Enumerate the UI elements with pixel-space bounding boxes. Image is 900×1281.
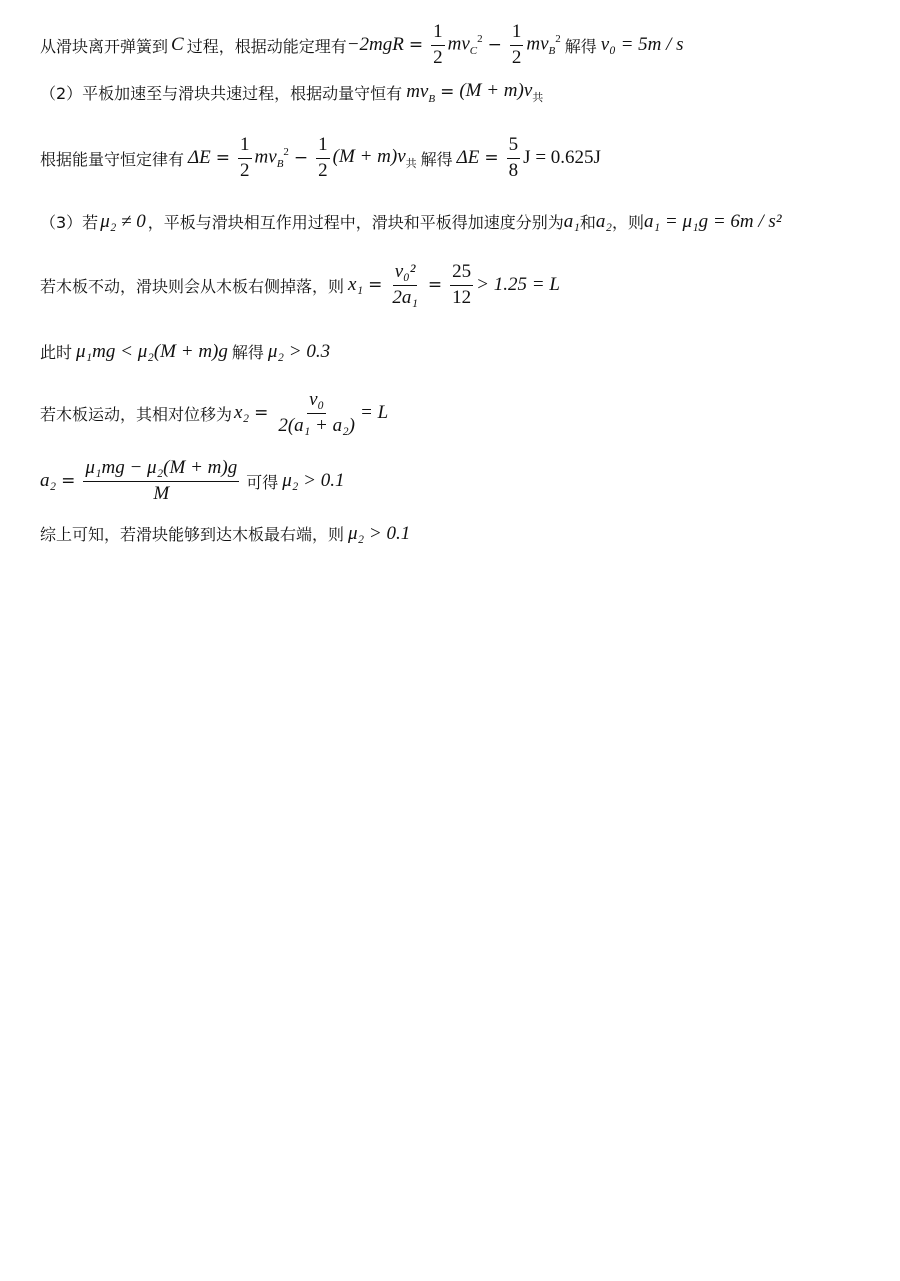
- line5-lhs: x₁: [348, 274, 364, 296]
- line1-frac-a-num: 1: [431, 22, 445, 46]
- solution-line-9: [40, 522, 410, 545]
- line1-term1-sub: C: [469, 45, 478, 58]
- line2-lhs-sub: B: [428, 92, 436, 105]
- line1-term1-text: mv: [447, 33, 470, 55]
- line4-cond: μ₂ ≠ 0: [100, 210, 146, 232]
- line7-frac-num: v₀: [307, 390, 326, 414]
- line8-result: μ₂ > 0.1: [282, 470, 345, 492]
- line1-mid: 过程，根据动能定理有: [186, 36, 347, 56]
- line3-frac-a-den: 2: [240, 159, 250, 181]
- line7-frac-den: 2(a₁ + a₂): [278, 414, 355, 436]
- line3-prefix: 根据能量守恒定律有: [40, 149, 185, 169]
- line3-term1-sup: 2: [283, 146, 289, 159]
- line4-and: 和: [579, 213, 596, 232]
- line5-fraction-v0: [390, 262, 420, 309]
- line6-expr: μ₁mg < μ₂(M + m)g: [76, 340, 228, 362]
- line1-result-label: 解得: [564, 36, 597, 56]
- line2-rhs-text: (M + m)v: [459, 80, 533, 101]
- line3-frac-num: 5: [507, 135, 521, 159]
- line9-result: μ₂ > 0.1: [348, 522, 411, 544]
- line7-rest: = L: [360, 402, 389, 424]
- line3-result-lhs: ΔE: [456, 147, 480, 169]
- line3-lhs: ΔE: [188, 147, 211, 169]
- line3-fraction-half-a: [238, 135, 252, 182]
- line8-lhs: a₂: [40, 470, 57, 492]
- line3-term1: [255, 146, 289, 170]
- solution-line-6: [40, 340, 330, 363]
- line3-term2: [333, 146, 417, 171]
- line1-frac-a-den: 2: [433, 46, 443, 68]
- line1-term2-text: mv: [526, 33, 549, 55]
- line2-rhs: [459, 80, 543, 105]
- line5-prefix: 若木板不动，滑块则会从木板右侧掉落，则: [40, 276, 345, 296]
- line4-prefix: （3）若: [40, 213, 99, 232]
- line5-frac-den: 2a₁: [392, 286, 418, 308]
- line2-prefix: （2）平板加速至与滑块共速过程，根据动量守恒有: [40, 83, 403, 103]
- line2-lhs: [406, 81, 435, 105]
- line1-term1-sup: 2: [477, 33, 483, 46]
- line3-frac-den: 8: [508, 159, 519, 181]
- line6-prefix: 此时: [40, 343, 73, 362]
- line5-rest: > 1.25 = L: [476, 274, 560, 296]
- line7-fraction: [276, 390, 357, 437]
- line1-fraction-half-b: [510, 22, 524, 69]
- line8-fraction: [83, 458, 239, 505]
- line8-result-label: 可得: [246, 472, 279, 492]
- solution-line-2: （2）平板加速至与滑块共速过程，根据动量守恒有 $mv_B$ = $(M + m)v_共$: [40, 80, 544, 105]
- line7-prefix: 若木板运动，其相对位移为: [40, 404, 233, 424]
- line3-fraction-half-b: [316, 135, 330, 182]
- line8-frac-den: M: [153, 482, 170, 504]
- line3-term2-sub: 共: [405, 156, 417, 170]
- line3-term2-text: (M + m)v: [332, 145, 406, 167]
- line3-frac-a-num: 1: [238, 135, 252, 159]
- solution-line-3: 根据能量守恒定律有 ΔE = $\frac{1}{2}$ $mv_B^2$ − $\frac{1}{2}$ $(M + m)v_共$ 解得 ΔE = $\frac{5}{8}$ J = 0.625J: [40, 134, 601, 181]
- line4-eq: a₁ = μ₁g = 6m / s²: [644, 210, 782, 232]
- line1-term2-sub: B: [548, 45, 556, 58]
- line6-result: μ₂ > 0.3: [267, 340, 331, 362]
- line5-frac2-den: 12: [452, 286, 472, 308]
- solution-line-7: 若木板运动，其相对位移为 x₂ = $\frac{\text{v₀}}{\text{2(a₁ + a₂)}}$ = L: [40, 389, 389, 436]
- line3-term1-text: mv: [254, 146, 277, 168]
- line3-result-rhs: J = 0.625J: [523, 147, 601, 169]
- line9-prefix: 综上可知，若滑块能够到达木板最右端，则: [40, 525, 345, 544]
- line5-frac-num: v₀²: [393, 262, 418, 286]
- line1-term1: [448, 33, 483, 57]
- line1-fraction-half-a: [431, 22, 445, 69]
- line4-a2: a₂: [595, 210, 613, 232]
- line3-frac-b-den: 2: [318, 159, 328, 181]
- line4-a1: a₁: [563, 210, 580, 232]
- solution-line-5: 若木板不动，滑块则会从木板右侧掉落，则 x₁ = $\frac{\text{v₀²}}{\text{2a₁}}$ = $\frac{25}{12}$ > 1.25 = L: [40, 261, 560, 308]
- line1-frac-b-num: 1: [510, 22, 524, 46]
- solution-line-8: a₂ = $\frac{\text{μ₁mg − μ₂(M + m)g}}{M}$ 可得 μ₂ > 0.1: [40, 457, 345, 504]
- line8-frac-num: μ₁mg − μ₂(M + m)g: [83, 458, 239, 482]
- line2-rhs-sub: 共: [532, 90, 544, 104]
- line4-mid: ，平板与滑块相互作用过程中，滑块和平板得加速度分别为: [147, 213, 564, 232]
- line3-result-label: 解得: [420, 149, 453, 169]
- line1-lhs: −2mgR: [346, 34, 404, 56]
- line1-prefix: 从滑块离开弹簧到: [40, 36, 169, 56]
- line1-symbol-c: C: [171, 34, 184, 56]
- line2-lhs-text: mv: [406, 80, 429, 102]
- line1-result: v₀ = 5m / s: [600, 34, 684, 56]
- line4-then: ，则: [612, 213, 645, 232]
- line5-fraction-25-12: [450, 262, 473, 309]
- line1-frac-b-den: 2: [511, 46, 522, 68]
- solution-line-4: [40, 210, 782, 233]
- line6-result-label: 解得: [231, 343, 264, 362]
- solution-line-1: 从滑块离开弹簧到 C 过程，根据动能定理有 −2mgR = $\frac{1}{2}$ $mv_C^2$ − $\frac{1}{2}$ $mv_B^2$ 解得 v₀ = 5m / s: [40, 21, 684, 68]
- line1-term2-sup: 2: [555, 33, 561, 46]
- line5-frac2-num: 25: [450, 262, 473, 286]
- line3-fraction-five-eighths: [507, 135, 521, 182]
- line1-term2: [526, 33, 560, 57]
- line3-term1-sub: B: [276, 158, 284, 171]
- line7-lhs: x₂: [234, 402, 250, 424]
- line3-frac-b-num: 1: [316, 135, 330, 159]
